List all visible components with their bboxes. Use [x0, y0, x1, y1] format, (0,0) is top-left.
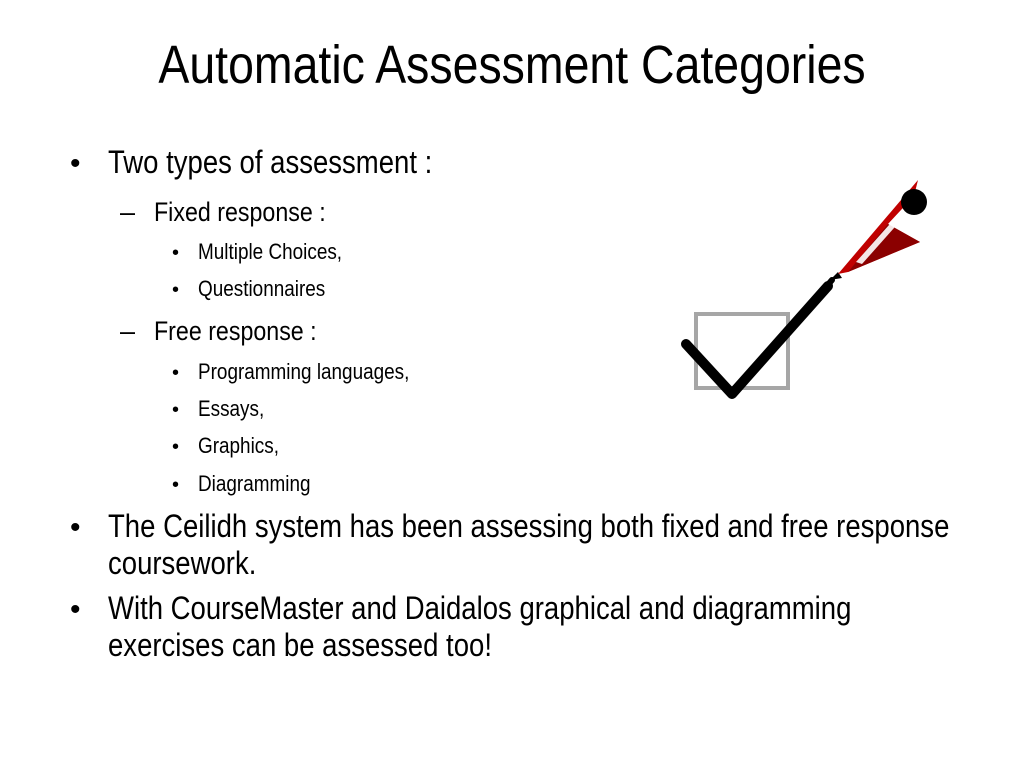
list-item-essays: Essays,	[198, 396, 265, 421]
bullet-symbol: •	[172, 242, 180, 264]
bullet-symbol: •	[70, 147, 81, 180]
list-item-questionnaires: Questionnaires	[198, 276, 326, 301]
list-item-ceilidh-line-1: The Ceilidh system has been assessing both fixed and free response	[108, 508, 950, 544]
bullet-symbol: •	[70, 593, 81, 626]
dash-symbol: –	[120, 316, 136, 346]
pen-ball	[901, 189, 927, 215]
list-item-ceilidh-line-2: coursework.	[108, 545, 257, 581]
list-item-coursemaster-line-1: With CourseMaster and Daidalos graphical and diagramming	[108, 590, 852, 626]
slide-title: Automatic Assessment Categories	[158, 35, 866, 95]
list-item-programming-languages: Programming languages,	[198, 359, 410, 384]
bullet-symbol: •	[172, 474, 180, 496]
bullet-symbol: •	[172, 436, 180, 458]
check-mark	[686, 286, 828, 394]
list-item-two-types: Two types of assessment :	[108, 144, 433, 180]
bullet-symbol: •	[172, 399, 180, 421]
list-item-free-response: Free response :	[154, 316, 317, 346]
bullet-symbol: •	[172, 362, 180, 384]
list-item-multiple-choices: Multiple Choices,	[198, 239, 343, 264]
list-item-diagramming: Diagramming	[198, 471, 311, 496]
bullet-symbol: •	[172, 279, 180, 301]
list-item-coursemaster-line-2: exercises can be assessed too!	[108, 627, 492, 663]
dash-symbol: –	[120, 197, 136, 227]
list-item-graphics: Graphics,	[198, 433, 279, 458]
list-item-fixed-response: Fixed response :	[154, 197, 326, 227]
checkbox-with-pen-icon	[680, 176, 940, 402]
bullet-symbol: •	[70, 511, 81, 544]
